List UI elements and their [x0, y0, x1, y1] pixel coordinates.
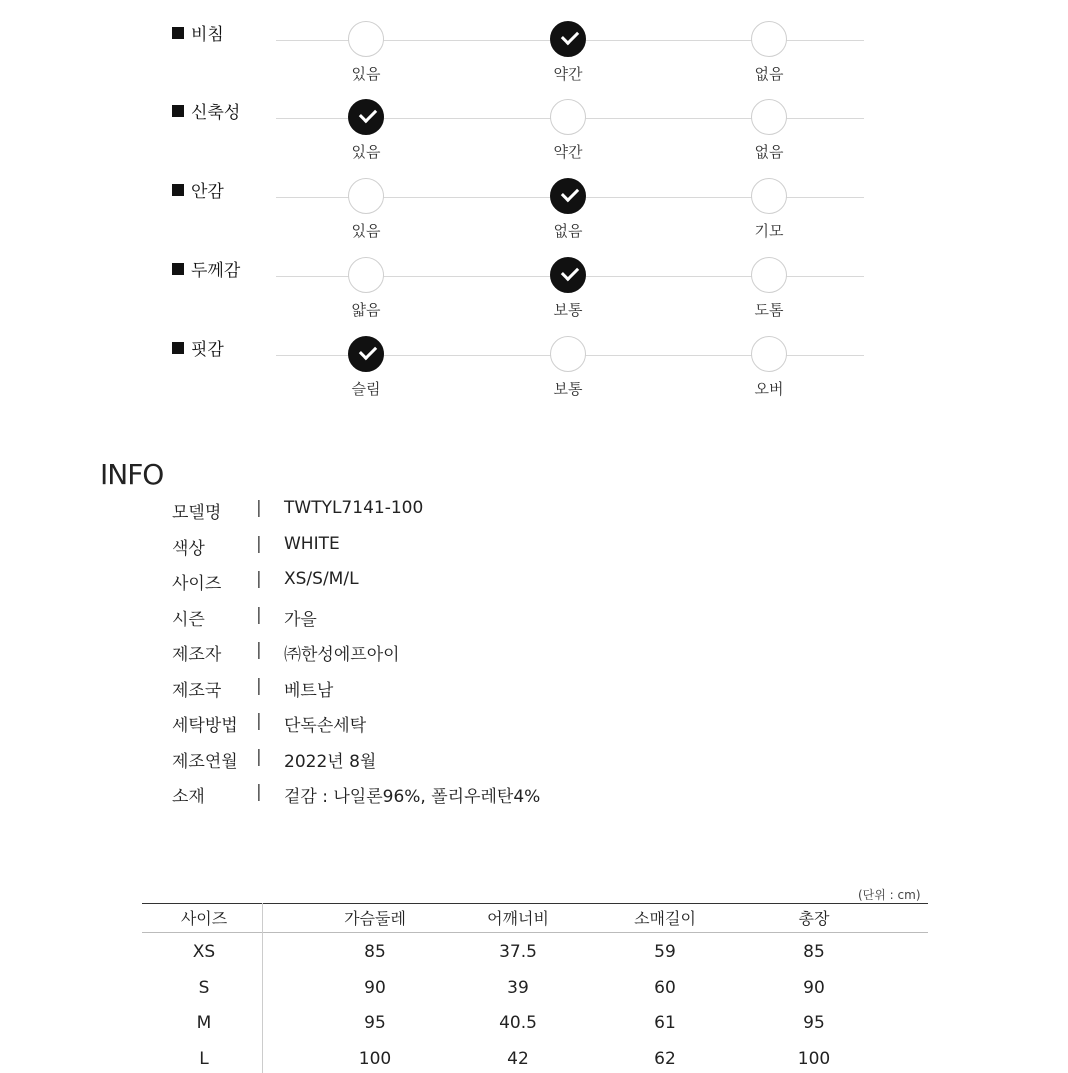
table-cell: 90	[803, 977, 825, 998]
info-key: 색상	[172, 538, 205, 559]
attribute-option-label: 없음	[553, 222, 583, 240]
attribute-option	[719, 336, 819, 399]
square-bullet-icon	[172, 342, 184, 354]
info-separator: |	[256, 569, 262, 589]
info-key: 제조연월	[172, 751, 238, 772]
attribute-row	[0, 21, 1068, 101]
table-size-cell: XS	[192, 942, 216, 962]
attribute-option-label: 있음	[351, 143, 381, 161]
attribute-option-label: 있음	[351, 65, 381, 83]
table-header-cell: 가슴둘레	[344, 909, 406, 928]
table-cell: 59	[654, 942, 676, 962]
empty-circle-icon	[751, 178, 787, 214]
empty-circle-icon	[348, 257, 384, 293]
attribute-option	[518, 21, 618, 84]
attribute-label	[172, 335, 224, 360]
attribute-option	[316, 336, 416, 399]
table-size-cell: L	[199, 1048, 209, 1069]
attribute-label-text: 비침	[191, 25, 224, 45]
attribute-option-label: 도톰	[754, 301, 784, 319]
info-separator: |	[256, 640, 262, 660]
table-cell: 95	[803, 1013, 825, 1033]
attribute-option	[518, 178, 618, 241]
table-cell: 40.5	[499, 1013, 537, 1033]
table-cell: 61	[654, 1013, 676, 1033]
table-cell: 42	[507, 1048, 529, 1069]
info-key: 사이즈	[172, 574, 222, 594]
attribute-row	[0, 178, 1068, 258]
info-value: 베트남	[284, 680, 334, 701]
check-circle-icon	[550, 257, 586, 293]
attribute-label	[172, 177, 224, 202]
info-value: 2022년 8월	[284, 751, 377, 772]
attribute-label	[172, 256, 240, 281]
info-separator: |	[256, 746, 262, 767]
info-value: TWTYL7141-100	[284, 498, 424, 518]
attribute-label-text: 안감	[191, 182, 224, 202]
table-cell: 100	[797, 1048, 831, 1069]
attribute-row	[0, 336, 1068, 416]
attribute-option-label: 기모	[754, 222, 784, 240]
info-value: 가을	[284, 609, 317, 630]
attribute-row	[0, 257, 1068, 337]
table-header-cell: 소매길이	[634, 909, 696, 928]
table-cell: 90	[364, 977, 386, 998]
table-cell: 85	[364, 942, 386, 962]
check-circle-icon	[550, 21, 586, 57]
empty-circle-icon	[348, 178, 384, 214]
attribute-option	[316, 178, 416, 241]
info-separator: |	[256, 498, 262, 518]
info-title: INFO	[100, 458, 164, 491]
table-top-border	[142, 903, 928, 904]
attribute-label	[172, 98, 240, 123]
attribute-label	[172, 20, 224, 45]
attribute-label-text: 두께감	[191, 261, 241, 281]
info-value: WHITE	[284, 533, 340, 554]
empty-circle-icon	[751, 21, 787, 57]
unit-note: (단위 : cm)	[858, 888, 921, 902]
attribute-option	[518, 336, 618, 399]
square-bullet-icon	[172, 184, 184, 196]
check-circle-icon	[348, 336, 384, 372]
empty-circle-icon	[751, 336, 787, 372]
attribute-option	[719, 99, 819, 162]
attribute-option-label: 없음	[754, 143, 784, 161]
attribute-row	[0, 99, 1068, 179]
table-cell: 37.5	[499, 942, 537, 962]
info-key: 제조국	[172, 680, 222, 701]
table-cell: 85	[803, 942, 825, 962]
attribute-option-label: 얇음	[351, 301, 381, 319]
attribute-option-label: 보통	[553, 301, 583, 319]
attribute-label-text: 핏감	[191, 340, 224, 360]
attribute-option-label: 슬림	[351, 380, 381, 398]
info-key: 세탁방법	[172, 716, 238, 736]
info-separator: |	[256, 604, 262, 625]
table-header-cell: 어깨너비	[487, 909, 549, 928]
table-size-cell: M	[196, 1013, 212, 1033]
check-circle-icon	[550, 178, 586, 214]
square-bullet-icon	[172, 263, 184, 275]
attribute-option	[719, 21, 819, 84]
attribute-option	[316, 21, 416, 84]
info-value: 겉감 : 나일론96%, 폴리우레탄4%	[284, 787, 541, 807]
info-key: 모델명	[172, 503, 222, 523]
table-cell: 100	[358, 1048, 392, 1069]
info-key: 시즌	[172, 609, 205, 630]
attribute-option-label: 있음	[351, 222, 381, 240]
attribute-option	[316, 99, 416, 162]
info-key: 소재	[172, 787, 205, 807]
table-cell: 62	[654, 1048, 676, 1069]
info-value: 단독손세탁	[284, 716, 367, 736]
info-value: XS/S/M/L	[284, 569, 359, 589]
attribute-option-label: 약간	[553, 65, 583, 83]
attribute-label-text: 신축성	[191, 103, 241, 123]
attribute-option-label: 보통	[553, 380, 583, 398]
empty-circle-icon	[550, 336, 586, 372]
square-bullet-icon	[172, 27, 184, 39]
attribute-option	[518, 99, 618, 162]
table-size-cell: S	[198, 977, 210, 998]
square-bullet-icon	[172, 105, 184, 117]
empty-circle-icon	[348, 21, 384, 57]
check-circle-icon	[348, 99, 384, 135]
attribute-option	[316, 257, 416, 320]
table-header-cell: 사이즈	[180, 909, 228, 928]
attribute-option	[518, 257, 618, 320]
info-key: 제조자	[172, 645, 222, 665]
info-separator: |	[256, 782, 262, 802]
attribute-option	[719, 178, 819, 241]
attribute-option-label: 없음	[754, 65, 784, 83]
empty-circle-icon	[751, 99, 787, 135]
table-cell: 95	[364, 1013, 386, 1033]
info-value: ㈜한성에프아이	[284, 645, 400, 665]
table-header-border	[142, 932, 928, 933]
attribute-option-label: 약간	[553, 143, 583, 161]
attribute-option-label: 오버	[754, 380, 784, 398]
info-separator: |	[256, 675, 262, 696]
info-separator: |	[256, 711, 262, 731]
attribute-option	[719, 257, 819, 320]
table-cell: 39	[507, 977, 529, 998]
table-header-cell: 총장	[798, 909, 830, 928]
empty-circle-icon	[751, 257, 787, 293]
table-cell: 60	[654, 977, 676, 998]
empty-circle-icon	[550, 99, 586, 135]
info-separator: |	[256, 533, 262, 554]
